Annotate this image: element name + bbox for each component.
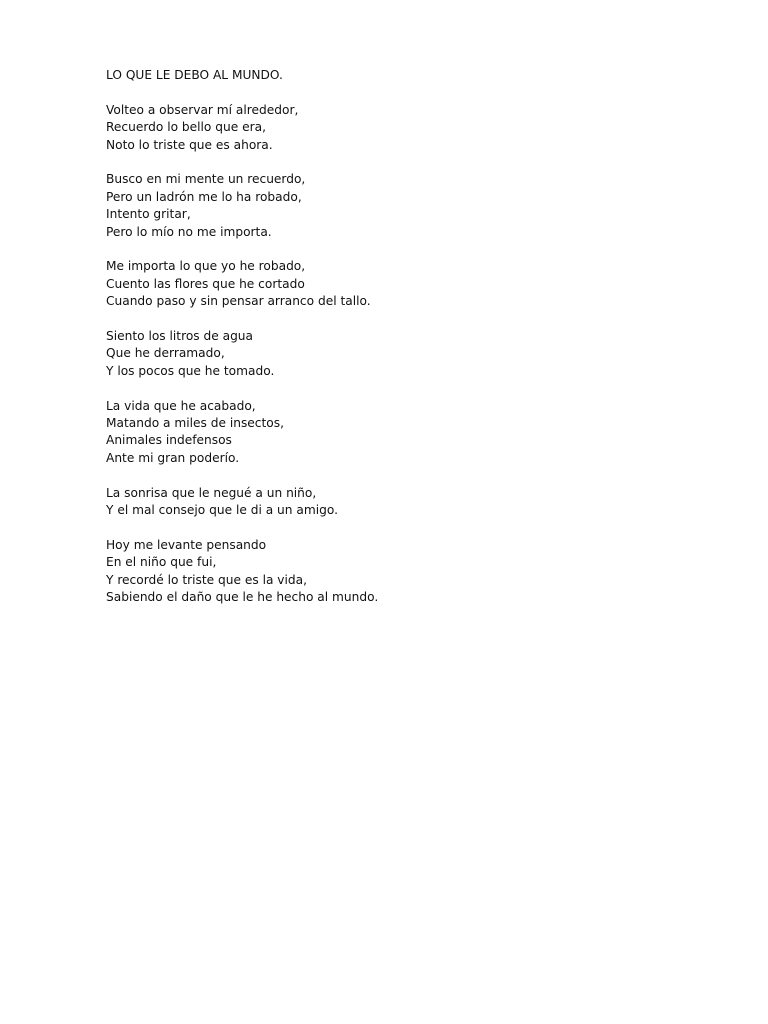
poem-line: La sonrisa que le negué a un niño, — [106, 485, 317, 500]
stanza-7 — [106, 537, 706, 607]
poem-line: Noto lo triste que es ahora. — [106, 137, 273, 152]
stanza-1 — [106, 102, 706, 154]
poem-line: Y recordé lo triste que es la vida, — [106, 572, 307, 587]
poem-line: Pero un ladrón me lo ha robado, — [106, 189, 302, 204]
poem-line: Busco en mi mente un recuerdo, — [106, 172, 306, 187]
poem-line: Sabiendo el daño que le he hecho al mundo. — [106, 590, 379, 605]
poem-line: Ante mi gran poderío. — [106, 450, 240, 465]
poem-line: Volteo a observar mí alrededor, — [106, 102, 299, 117]
stanza-2 — [106, 171, 706, 241]
poem-line: En el niño que fui, — [106, 555, 217, 570]
poem-line: Y el mal consejo que le di a un amigo. — [106, 503, 338, 518]
poem-line: Matando a miles de insectos, — [106, 416, 284, 431]
poem — [106, 67, 706, 624]
poem-line: Animales indefensos — [106, 433, 232, 448]
poem-line: Pero lo mío no me importa. — [106, 224, 272, 239]
poem-line: La vida que he acabado, — [106, 398, 256, 413]
poem-line: Hoy me levante pensando — [106, 537, 267, 552]
poem-line: Siento los litros de agua — [106, 329, 253, 344]
poem-line: Cuando paso y sin pensar arranco del tallo. — [106, 294, 371, 309]
poem-line: Que he derramado, — [106, 346, 225, 361]
poem-line: Cuento las flores que he cortado — [106, 276, 305, 291]
stanza-5 — [106, 398, 706, 468]
stanza-4 — [106, 328, 706, 380]
stanza-3 — [106, 258, 706, 310]
poem-line: Me importa lo que yo he robado, — [106, 259, 306, 274]
poem-title: LO QUE LE DEBO AL MUNDO. — [106, 68, 283, 82]
stanza-6 — [106, 485, 706, 520]
poem-line: Recuerdo lo bello que era, — [106, 120, 266, 135]
poem-line: Intento gritar, — [106, 207, 191, 222]
poem-line: Y los pocos que he tomado. — [106, 363, 275, 378]
